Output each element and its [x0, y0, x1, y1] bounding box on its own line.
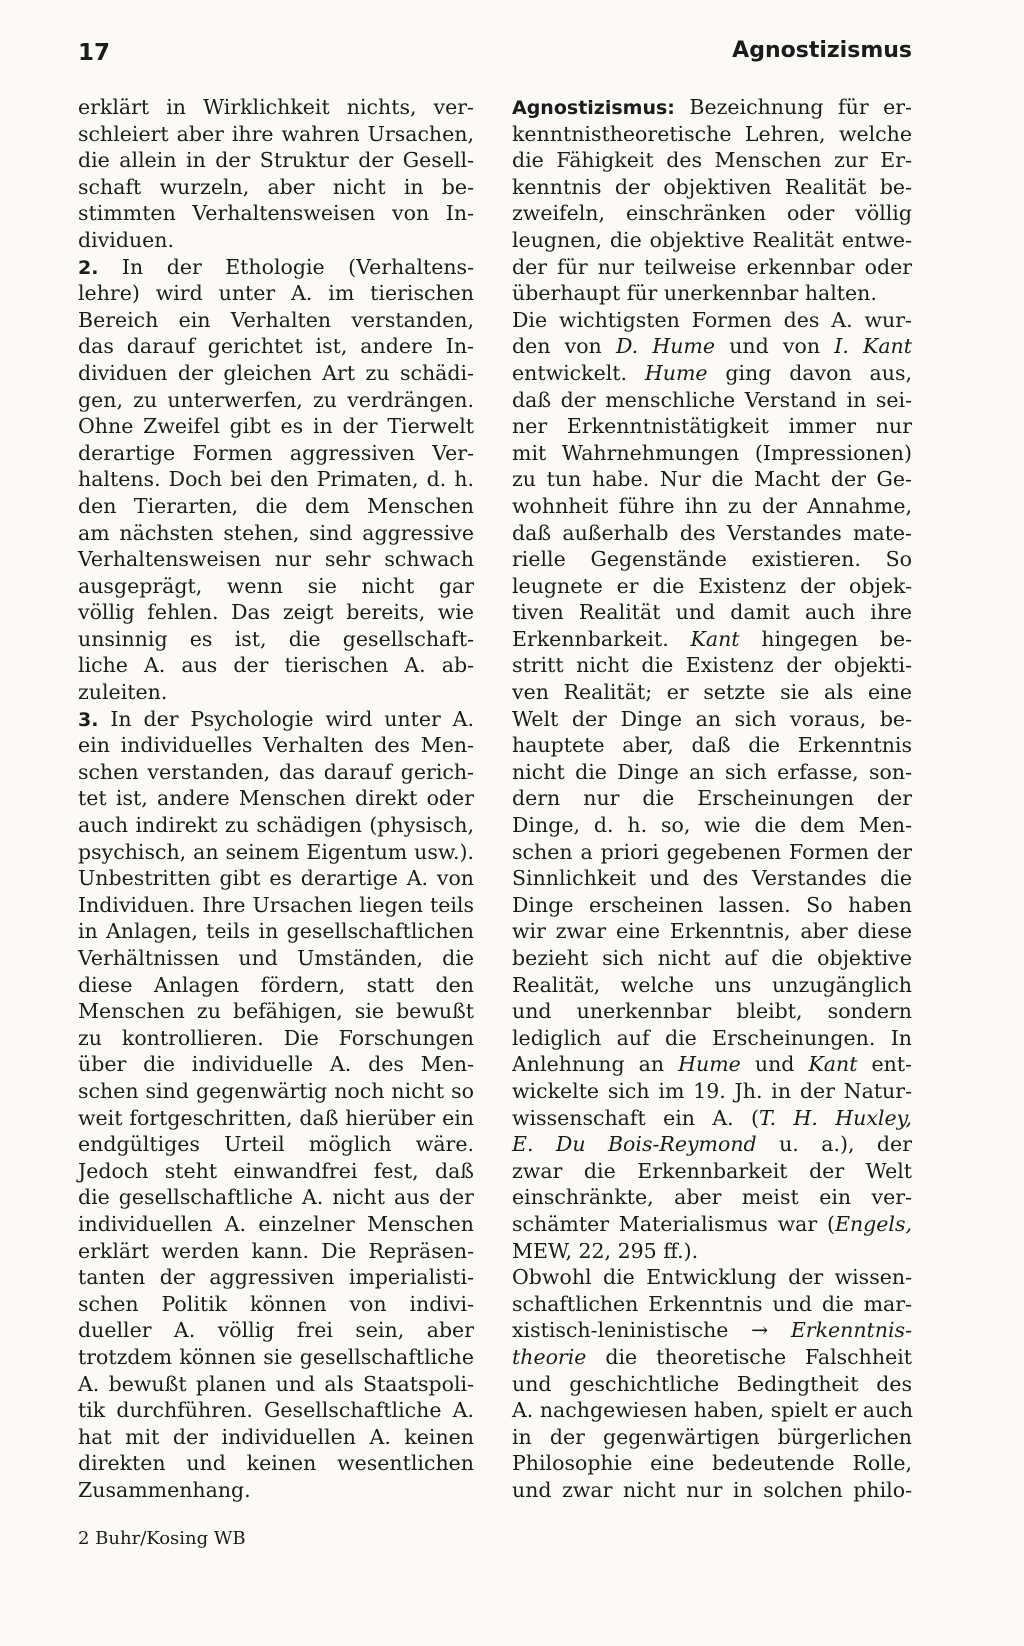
text-line: den von D. Hume und von I. Kant — [512, 334, 912, 359]
text-line: schen verstanden, das darauf gerich- — [78, 759, 474, 784]
italic-name: Kant — [808, 1052, 858, 1077]
text-line: ein individuelles Verhalten des Men- — [78, 733, 474, 758]
text-line: theorie die theoretische Falschheit — [512, 1344, 912, 1369]
text-line: derartige Formen aggressiven Ver- — [78, 440, 474, 465]
text-line: hauptete aber, daß die Erkenntnis — [512, 733, 912, 758]
italic-name: Erkenntnis- — [790, 1318, 912, 1343]
text-line: Unbestritten gibt es derartige A. von — [78, 866, 474, 891]
text-line: kenntnis der objektiven Realität be- — [512, 174, 912, 199]
text-line: Jedoch steht einwandfrei fest, daß — [78, 1158, 474, 1183]
text-line: zu kontrollieren. Die Forschungen — [78, 1025, 474, 1050]
italic-name: Engels, — [834, 1211, 912, 1236]
text-line: daß der menschliche Verstand in sei- — [512, 387, 912, 412]
text-line: 2. In der Ethologie (Verhaltens- — [78, 254, 474, 279]
text-line: dividuen der gleichen Art zu schädi- — [78, 360, 474, 385]
text-line: daß außerhalb des Verstandes mate- — [512, 520, 912, 545]
text-line: Individuen. Ihre Ursachen liegen teils — [78, 892, 474, 917]
text-line: über die individuelle A. des Men- — [78, 1052, 474, 1077]
text-line: haltens. Doch bei den Primaten, d. h. — [78, 467, 474, 492]
text-line: Verhaltensweisen nur sehr schwach — [78, 547, 474, 572]
text-line: Ohne Zweifel gibt es in der Tierwelt — [78, 414, 474, 439]
text-line: Die wichtigsten Formen des A. wur- — [512, 307, 912, 332]
text-line: Agnostizismus: Bezeichnung für er- — [512, 95, 912, 119]
text-line: individuellen A. einzelner Menschen — [78, 1211, 474, 1236]
text-line: der für nur teilweise erkennbar oder — [512, 254, 912, 279]
italic-name: Hume — [644, 360, 708, 385]
italic-name: Kant — [690, 626, 740, 651]
text-line: den Tierarten, die dem Menschen — [78, 493, 474, 518]
text-line: wissenschaft ein A. (T. H. Huxley, — [512, 1105, 912, 1130]
text-line: direkten und keinen wesentlichen — [78, 1451, 474, 1476]
text-line: erklärt werden kann. Die Repräsen- — [78, 1238, 474, 1263]
text-line: hat mit der individuellen A. keinen — [78, 1424, 474, 1449]
text-line: E. Du Bois-Reymond u. a.), der — [512, 1132, 912, 1157]
text-line: Welt der Dinge an sich voraus, be- — [512, 706, 912, 731]
text-line: endgültiges Urteil möglich wäre. — [78, 1132, 474, 1157]
text-line: nicht die Dinge an sich erfasse, son- — [512, 759, 912, 784]
italic-name: D. Hume — [615, 334, 716, 359]
text-line: überhaupt für unerkennbar halten. — [512, 281, 877, 306]
text-line: A. nachgewiesen haben, spielt er auch — [512, 1398, 913, 1423]
text-line: und unerkennbar bleibt, sondern — [512, 999, 912, 1024]
text-line: Zusammenhang. — [78, 1477, 251, 1502]
text-line: die gesellschaftliche A. nicht aus der — [78, 1185, 474, 1210]
text-line: Obwohl die Entwicklung der wissen- — [512, 1265, 912, 1290]
text-line: zu tun habe. Nur die Macht der Ge- — [512, 467, 912, 492]
text-line: wickelte sich im 19. Jh. in der Natur- — [512, 1078, 912, 1103]
text-line: das darauf gerichtet ist, andere In- — [78, 334, 474, 359]
text-line: leugnen, die objektive Realität entwe- — [512, 227, 912, 252]
text-line: A. bewußt planen und als Staatspoli- — [78, 1371, 474, 1396]
italic-name: E. Du Bois-Reymond — [512, 1132, 757, 1157]
italic-name: Hume — [678, 1052, 741, 1077]
text-line: tik durchführen. Gesellschaftliche A. — [78, 1398, 474, 1423]
text-line: bezieht sich nicht auf die objektive — [512, 946, 912, 970]
text-line: in Anlagen, teils in gesellschaftlichen — [78, 919, 474, 944]
text-line: schaft wurzeln, aber nicht in be- — [78, 174, 474, 199]
text-line: Dinge erscheinen lassen. So haben — [512, 892, 912, 917]
text-line: Realität, welche uns unzugänglich — [512, 972, 912, 997]
text-line: liche A. aus der tierischen A. ab- — [78, 653, 474, 678]
italic-name: I. Kant — [834, 334, 912, 359]
text-line: Anlehnung an Hume und Kant ent- — [512, 1052, 912, 1077]
italic-name: T. H. Huxley, — [759, 1105, 912, 1130]
entry-term: Agnostizismus: — [512, 97, 675, 119]
text-line: ausgeprägt, wenn sie nicht gar — [78, 573, 474, 598]
text-line: MEW, 22, 295 ff.). — [512, 1238, 699, 1263]
page-number: 17 — [78, 40, 111, 66]
text-line: schen Politik können von indivi- — [78, 1291, 474, 1316]
text-line: Dinge, d. h. so, wie die dem Men- — [512, 813, 912, 838]
text-line: Sinnlichkeit und des Verstandes die — [512, 866, 912, 891]
text-line: schaftlichen Erkenntnis und die mar- — [512, 1291, 912, 1316]
text-line: dividuen. — [78, 227, 174, 252]
text-line: zweifeln, einschränken oder völlig — [512, 201, 912, 226]
text-line: rielle Gegenstände existieren. So — [512, 547, 912, 572]
text-line: Philosophie eine bedeutende Rolle, — [512, 1451, 912, 1476]
text-line: tanten der aggressiven imperialisti- — [78, 1265, 474, 1290]
text-line: und geschichtliche Bedingtheit des — [512, 1371, 912, 1396]
text-line: psychisch, an seinem Eigentum usw.). — [78, 839, 474, 864]
section-number: 2. — [78, 256, 99, 279]
text-line: wir zwar eine Erkenntnis, aber diese — [512, 919, 912, 944]
section-number: 3. — [78, 708, 99, 731]
text-line: erklärt in Wirklichkeit nichts, ver- — [78, 95, 474, 119]
text-line: weit fortgeschritten, daß hierüber ein — [78, 1105, 474, 1130]
text-line: Erkennbarkeit. Kant hingegen be- — [512, 626, 913, 651]
text-line: in der gegenwärtigen bürgerlichen — [512, 1424, 912, 1449]
text-line: xistisch-leninistische → Erkenntnis- — [512, 1318, 912, 1343]
text-line: unsinnig es ist, die gesellschaft- — [78, 626, 474, 651]
text-line: Menschen zu befähigen, sie bewußt — [78, 999, 474, 1024]
text-line: dern nur die Erscheinungen der — [512, 786, 912, 811]
left-column — [78, 94, 474, 1503]
text-line: entwickelt. Hume ging davon aus, — [512, 360, 912, 385]
text-line: stimmten Verhaltensweisen von In- — [78, 201, 474, 226]
text-line: Bereich ein Verhalten verstanden, — [78, 307, 474, 332]
italic-name: theorie — [512, 1344, 587, 1369]
text-line: ven Realität; er setzte sie als eine — [512, 680, 912, 705]
text-line: und zwar nicht nur in solchen philo- — [512, 1477, 912, 1502]
right-column — [512, 94, 912, 1503]
text-line: mit Wahrnehmungen (Impressionen) — [512, 440, 912, 465]
text-line: auch indirekt zu schädigen (physisch, — [78, 813, 474, 838]
text-line: am nächsten stehen, sind aggressive — [78, 520, 474, 545]
text-line: zwar die Erkennbarkeit der Welt — [512, 1158, 912, 1183]
text-line: völlig fehlen. Das zeigt bereits, wie — [78, 600, 474, 625]
text-line: schleiert aber ihre wahren Ursachen, — [78, 121, 474, 146]
text-line: die Fähigkeit des Menschen zur Er- — [512, 148, 912, 173]
running-head: Agnostizismus — [732, 38, 912, 63]
text-line: dueller A. völlig frei sein, aber — [78, 1318, 474, 1343]
text-line: gen, zu unterwerfen, zu verdrängen. — [78, 387, 474, 412]
text-line: schämter Materialismus war (Engels, — [512, 1211, 912, 1236]
text-line: Verhältnissen und Umständen, die — [78, 946, 474, 970]
text-line: wohnheit führe ihn zu der Annahme, — [512, 493, 912, 518]
text-line: leugnete er die Existenz der objek- — [512, 573, 912, 598]
text-line: stritt nicht die Existenz der objekti- — [512, 653, 912, 678]
text-line: kenntnistheoretische Lehren, welche — [512, 121, 912, 146]
text-line: lehre) wird unter A. im tierischen — [78, 281, 474, 306]
text-line: ner Erkenntnistätigkeit immer nur — [512, 414, 912, 439]
text-line: diese Anlagen fördern, statt den — [78, 972, 474, 997]
signature-mark: 2 Buhr/Kosing WB — [78, 1528, 246, 1549]
text-line: zuleiten. — [78, 680, 168, 705]
text-line: trotzdem können sie gesellschaftliche — [78, 1344, 474, 1369]
text-line: lediglich auf die Erscheinungen. In — [512, 1025, 912, 1050]
text-line: die allein in der Struktur der Gesell- — [78, 148, 474, 173]
text-line: tet ist, andere Menschen direkt oder — [78, 786, 474, 811]
text-line: schen a priori gegebenen Formen der — [512, 839, 912, 864]
text-line: einschränkte, aber meist ein ver- — [512, 1185, 912, 1210]
text-line: 3. In der Psychologie wird unter A. — [78, 706, 474, 731]
text-line: schen sind gegenwärtig noch nicht so — [78, 1078, 474, 1103]
text-line: tiven Realität und damit auch ihre — [512, 600, 912, 625]
